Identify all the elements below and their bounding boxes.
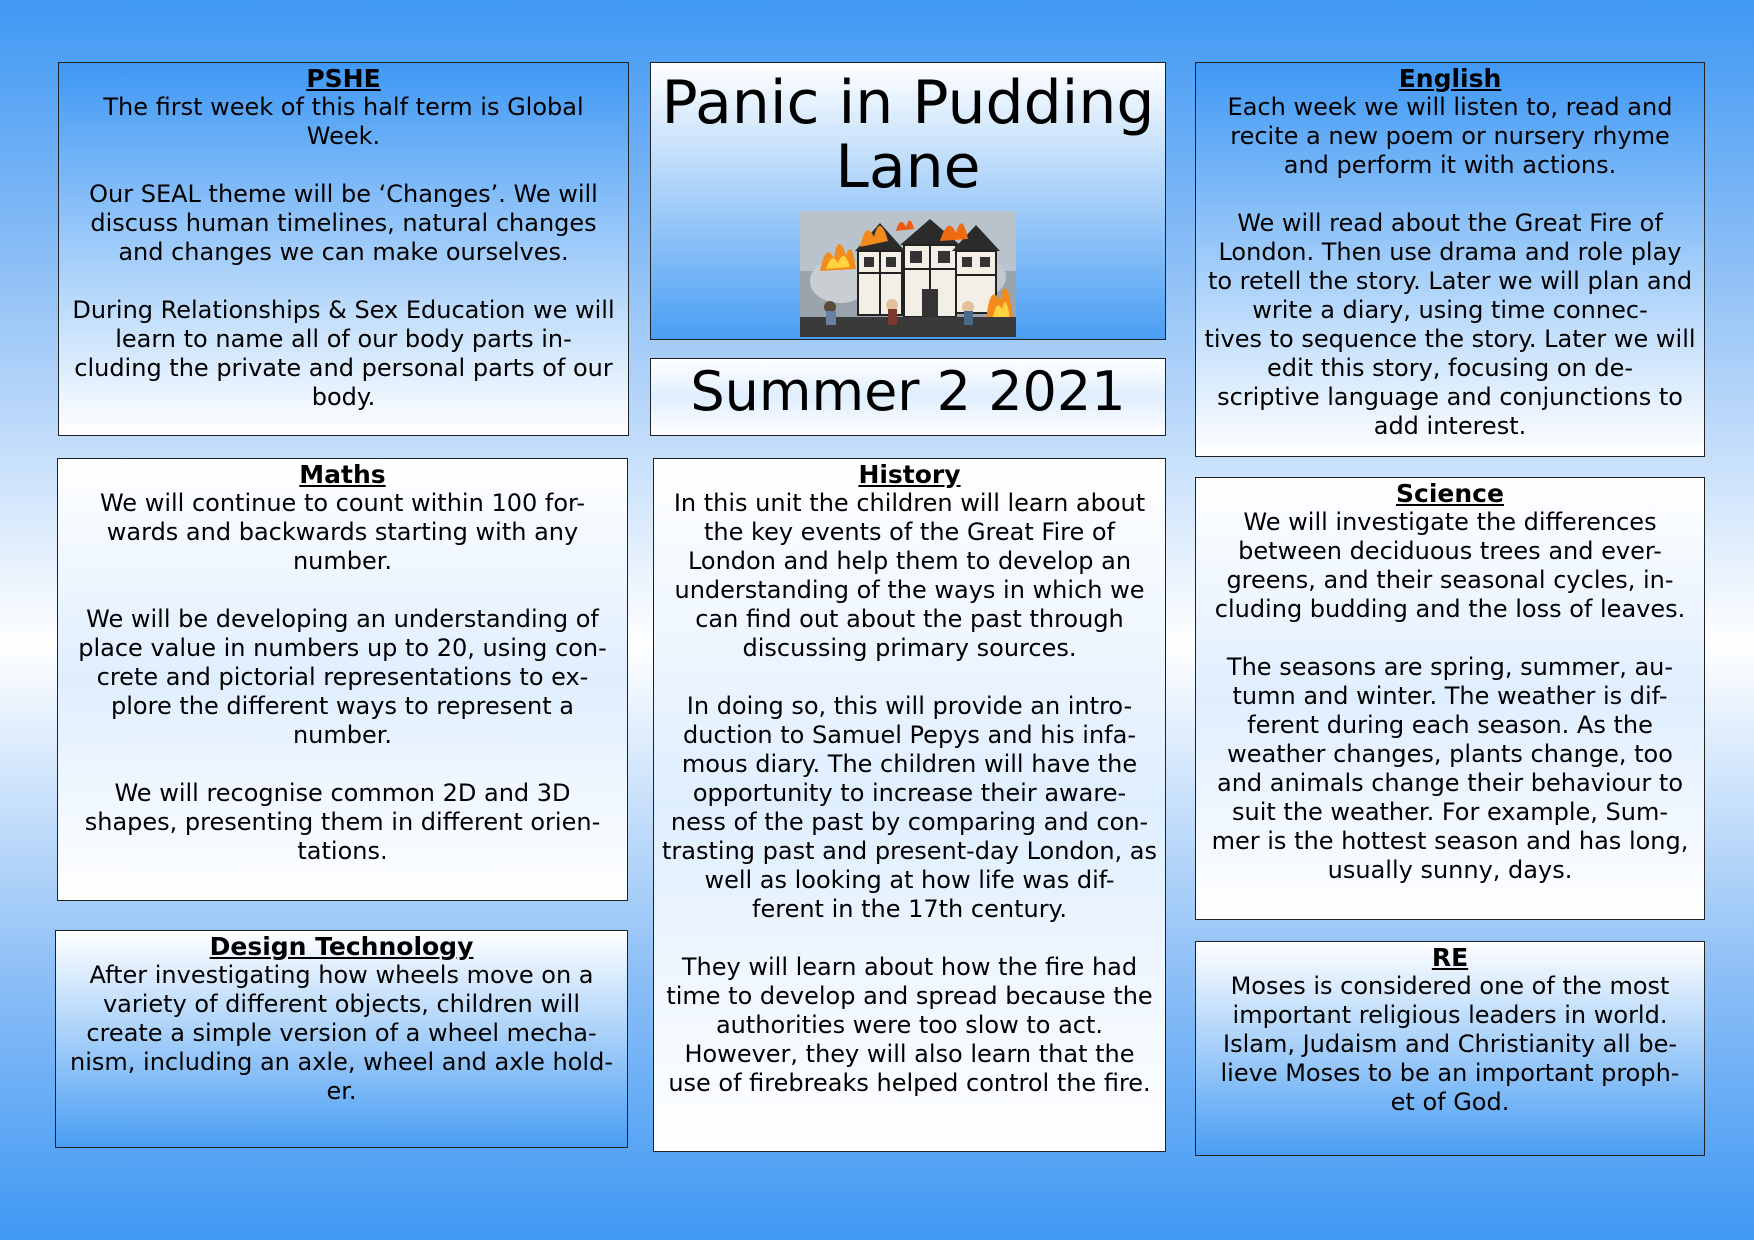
title-panel: [650, 62, 1166, 340]
design-technology-paragraph: After investigating how wheels move on a variety of different objects, children will create a simple version of a wheel mecha- nism, including an axle, wheel and axle hold- er.: [70, 961, 613, 1105]
pshe-panel: [58, 62, 629, 436]
burning-houses-illustration: [800, 211, 1016, 337]
english-heading: English: [1398, 64, 1502, 93]
maths-heading: Maths: [299, 460, 386, 489]
re-paragraph: Moses is considered one of the most important religious leaders in world. Islam, Judaism and Christianity all be- lieve Moses to be an important proph- et of God.: [1220, 972, 1680, 1116]
history-panel: [653, 458, 1166, 1152]
maths-panel: [57, 458, 628, 901]
maths-paragraph: We will be developing an understanding of place value in numbers up to 20, using con- crete and pictorial representations to ex- plore the different ways to represent a number.: [78, 605, 607, 749]
science-panel: [1195, 477, 1705, 920]
term-title: Summer 2 2021: [690, 360, 1126, 423]
re-heading: RE: [1431, 943, 1469, 972]
english-panel: [1195, 62, 1705, 457]
maths-paragraph: We will recognise common 2D and 3D shapes, presenting them in different orien- tations.: [84, 779, 601, 865]
pshe-heading: PSHE: [306, 64, 381, 93]
science-heading: Science: [1396, 479, 1504, 508]
english-paragraph: Each week we will listen to, read and recite a new poem or nursery rhyme and perform it with actions.: [1227, 93, 1673, 179]
page-title: Panic in Pudding Lane: [661, 68, 1155, 202]
history-heading: History: [858, 460, 961, 489]
term-panel: [650, 358, 1166, 436]
history-paragraph: In this unit the children will learn about the key events of the Great Fire of London and help them to develop an understanding of the ways in which we can find out about the past through discussing primary sources.: [673, 489, 1146, 662]
design-technology-heading: Design Technology: [209, 932, 474, 961]
science-paragraph: The seasons are spring, summer, au- tumn and winter. The weather is dif- ferent during each season. As the weather changes, plants change, too and animals change their behaviour to suit the weather. For example, Sum- mer is the hottest season and has long, usually sunny, days.: [1211, 653, 1689, 884]
science-paragraph: We will investigate the differences between deciduous trees and ever- greens, and their seasonal cycles, in- cluding budding and the loss of leaves.: [1214, 508, 1686, 623]
pshe-paragraph: Our SEAL theme will be ‘Changes’. We will discuss human timelines, natural changes and changes we can make ourselves.: [89, 180, 598, 266]
re-panel: [1195, 941, 1705, 1156]
maths-paragraph: We will continue to count within 100 for- wards and backwards starting with any number.: [99, 489, 585, 575]
pshe-paragraph: The first week of this half term is Global Week.: [103, 93, 584, 150]
history-paragraph: In doing so, this will provide an intro- duction to Samuel Pepys and his infa- mous diary. The children will have the opportunity to increase their aware- ness of the past by comparing and con- trasting past and present-day London, as well as looking at how life was dif- ferent in the 17th century.: [662, 692, 1158, 923]
design-technology-panel: [55, 930, 628, 1148]
english-paragraph: We will read about the Great Fire of London. Then use drama and role play to retell the story. Later we will plan and write a diary, using time connec- tives to sequence the story. Later we will edit this story, focusing on de- scriptive language and conjunctions to add interest.: [1204, 209, 1696, 440]
pshe-paragraph: During Relationships & Sex Education we will learn to name all of our body parts in- cluding the private and personal parts of our body.: [72, 296, 615, 411]
history-paragraph: They will learn about how the fire had time to develop and spread because the authorities were too slow to act. However, they will also learn that the use of firebreaks helped control the fire.: [666, 953, 1153, 1097]
